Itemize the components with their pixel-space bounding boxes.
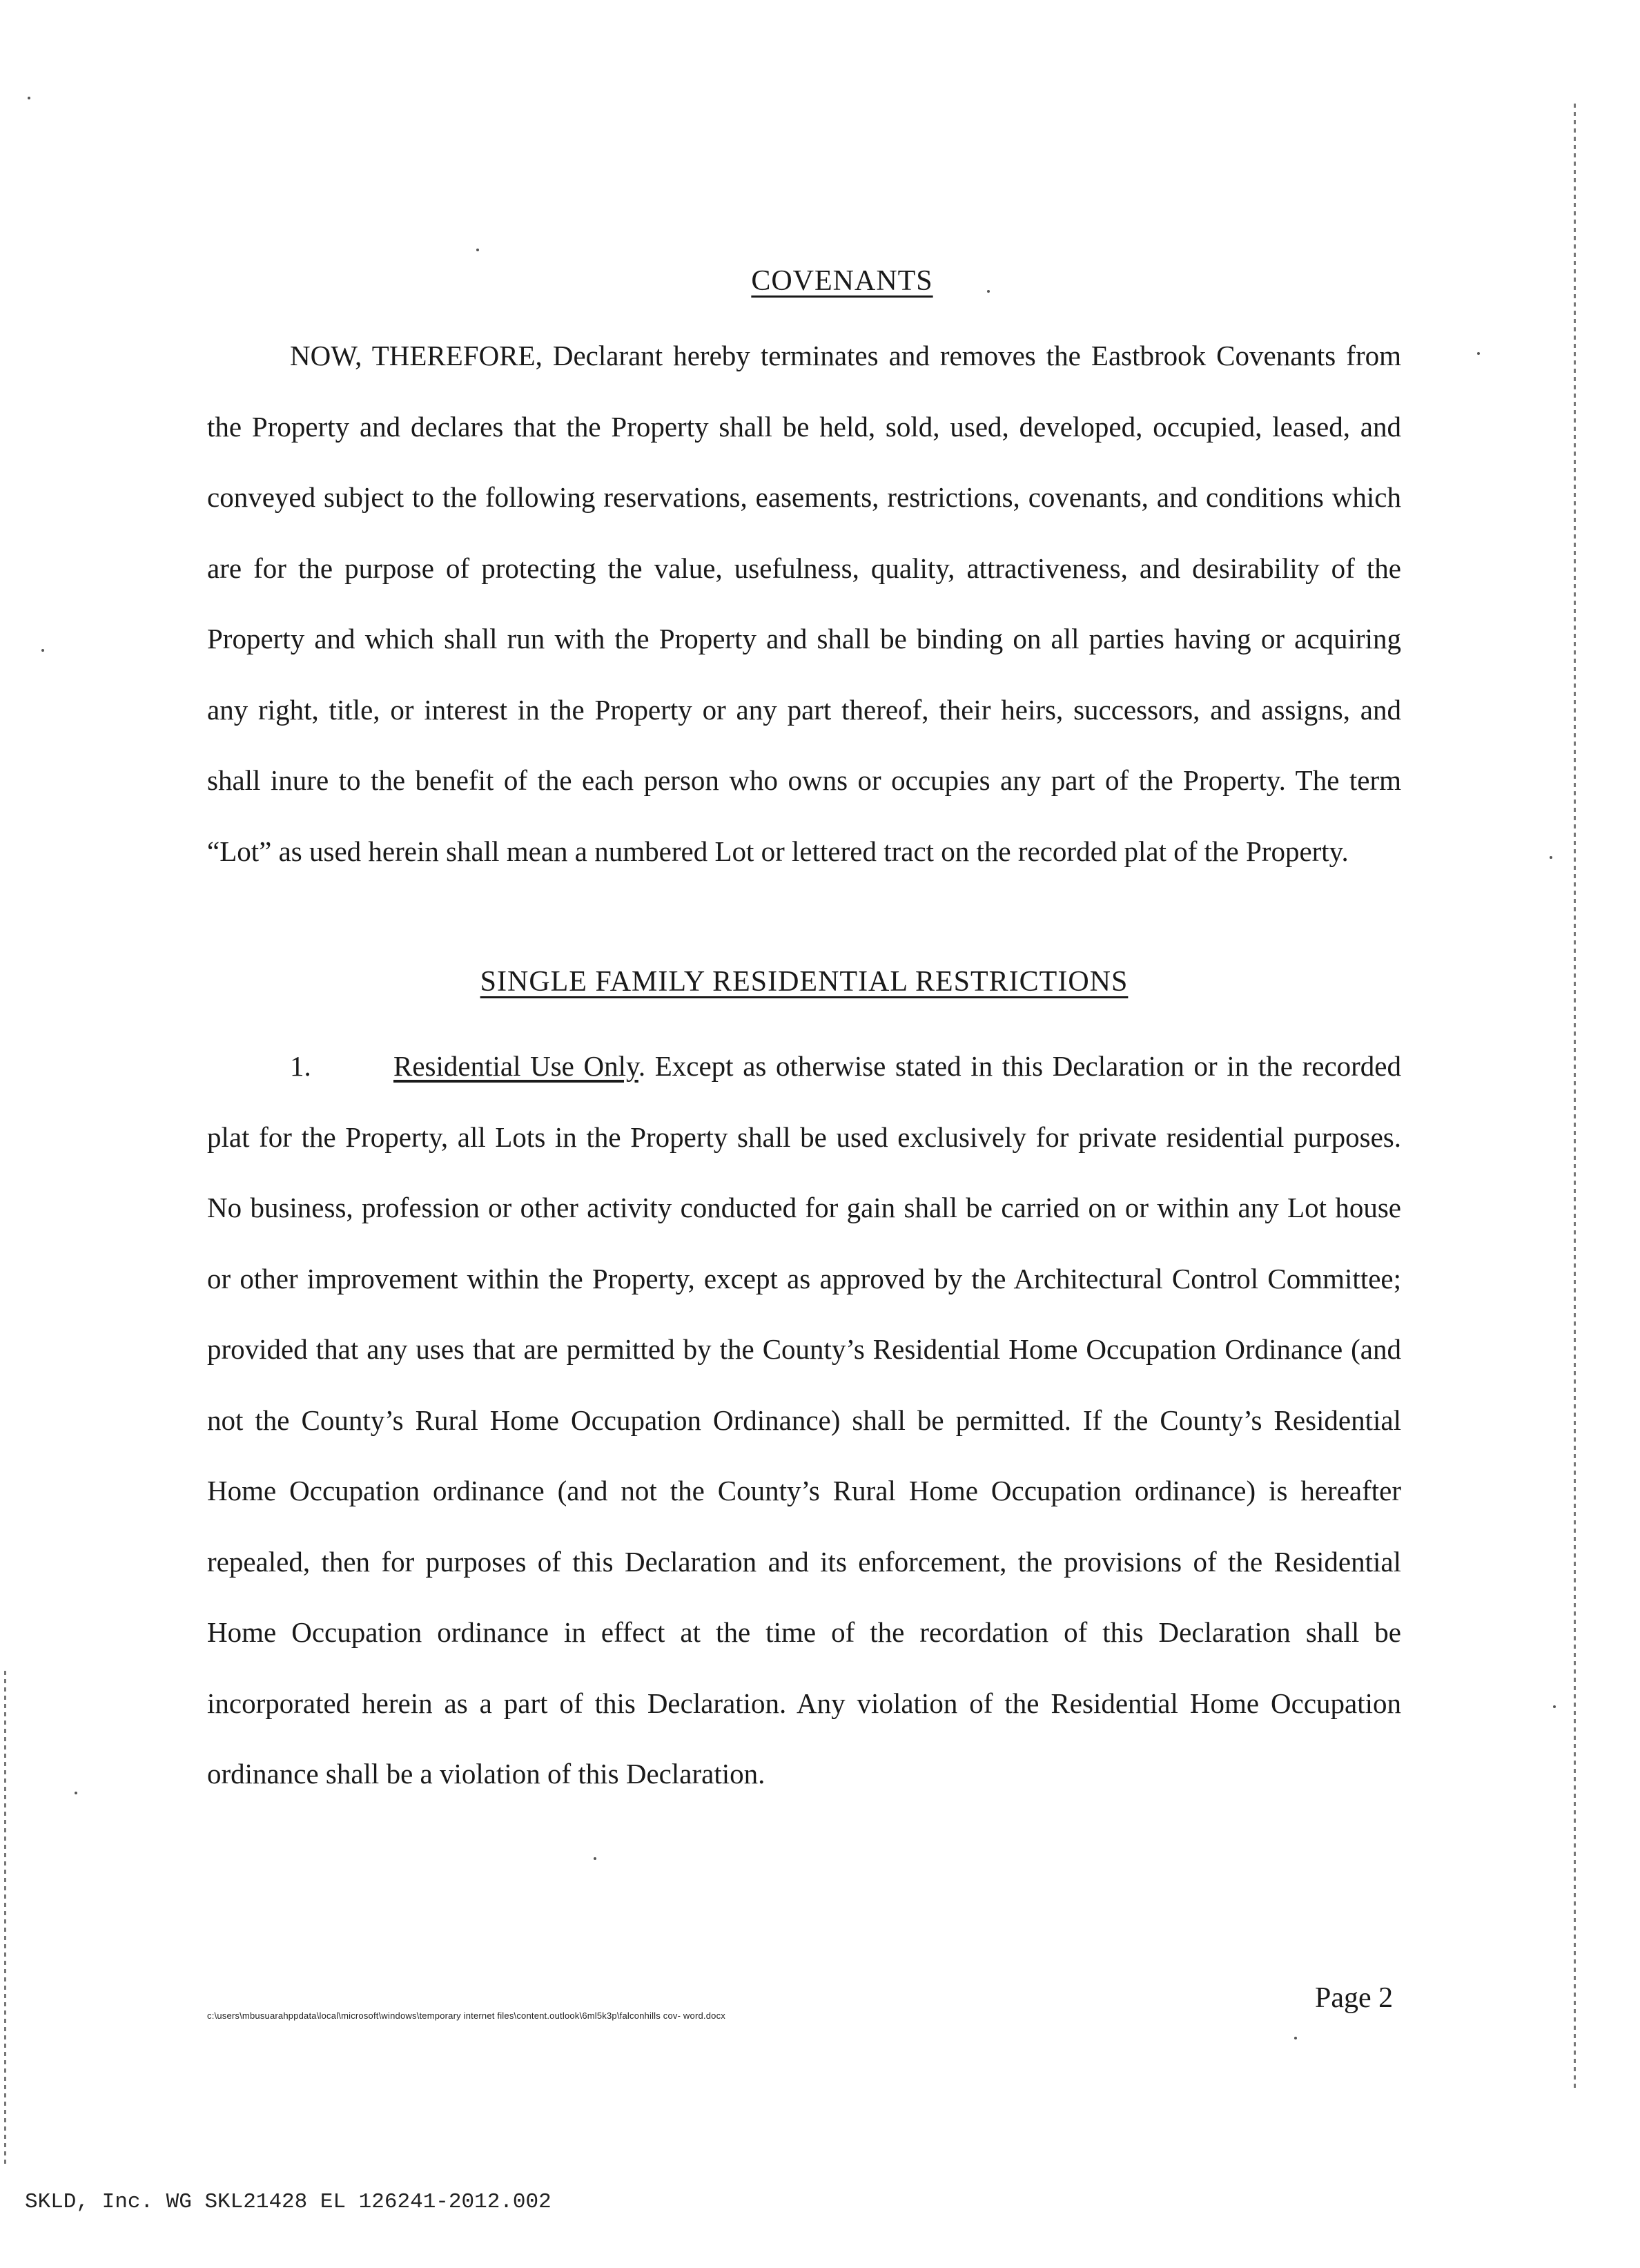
scan-speck — [594, 1857, 596, 1860]
scan-speck — [1294, 2037, 1297, 2039]
scan-speck — [41, 649, 44, 652]
scan-speck — [75, 1792, 77, 1794]
scan-speck — [1553, 1705, 1556, 1708]
scan-edge-right — [1574, 104, 1576, 2092]
covenants-paragraph: NOW, THEREFORE, Declarant hereby terminates and removes the Eastbrook Covenants from the Property and declares that the Property shall be held, sold, used, developed, occupied, leased, and conveyed subject to the following reservations, easements, restrictions, covenants, and conditions which are for the purpose of protecting the value, usefulness, quality, attractiveness, and desirability of the Property and which shall run with the Property and shall be binding on all parties having or acquiring any right, title, or interest in the Property or any part thereof, their heirs, successors, and assigns, and shall inure to the benefit of the each person who owns or occupies any part of the Property. The term “Lot” as used herein shall mean a numbered Lot or lettered tract on the recorded plat of the Property. — [207, 340, 1401, 867]
file-path-footer: c:\users\mbusuarahppdata\local\microsoft\windows\temporary internet files\content.outlook\6ml5k3p\falconhills cov- word.docx — [207, 2010, 725, 2021]
recording-stamp: SKLD, Inc. WG SKL21428 EL 126241-2012.002 — [25, 2190, 551, 2214]
scan-edge-left — [4, 1671, 6, 2168]
section-1-paragraph — [207, 1031, 1401, 1810]
section-title: Residential Use Only — [393, 1050, 638, 1082]
section-number: 1. — [290, 1050, 311, 1082]
scan-speck — [1477, 352, 1480, 355]
scan-speck — [28, 97, 30, 99]
covenants-heading: COVENANTS — [751, 265, 933, 297]
page-number: Page 2 — [1315, 1982, 1394, 2014]
section-body: . Except as otherwise stated in this Declaration or in the recorded plat for the Property, all Lots in the Property shall be used exclusively for private residential purposes. No business, profession or other activity conducted for gain shall be carried on or within any Lot house or other improvement within the Property, except as approved by the Architectural Control Committee; provided that any uses that are permitted by the County’s Residential Home Occupation Ordinance (and not the County’s Rural Home Occupation Ordinance) shall be permitted. If the County’s Residential Home Occupation ordinance (and not the County’s Rural Home Occupation ordinance) is hereafter repealed, then for purposes of this Declaration and its enforcement, the provisions of the Residential Home Occupation ordinance in effect at the time of the recordation of this Declaration shall be incorporated herein as a part of this Declaration. Any violation of the Residential Home Occupation ordinance shall be a violation of this Declaration. — [207, 1050, 1402, 1790]
scan-speck — [1550, 856, 1552, 859]
scan-speck — [476, 249, 479, 251]
scan-speck — [987, 290, 990, 293]
restrictions-heading: SINGLE FAMILY RESIDENTIAL RESTRICTIONS — [480, 966, 1129, 998]
